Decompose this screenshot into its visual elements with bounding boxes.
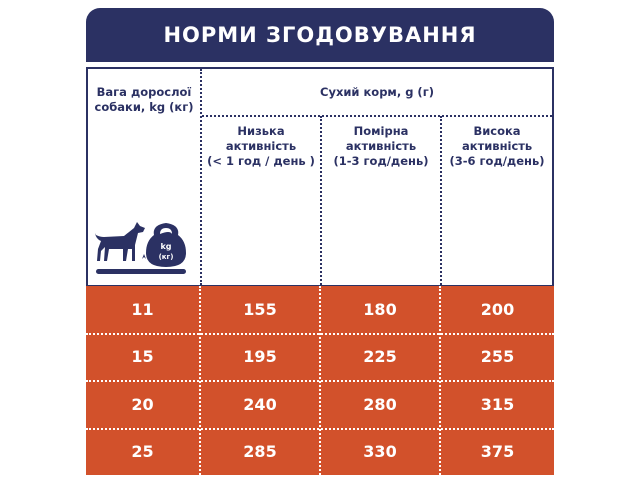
- moderate-cell: 280: [363, 395, 397, 414]
- high-cell: 315: [480, 395, 515, 414]
- feeding-table-body: [86, 286, 554, 475]
- divider: [202, 115, 552, 117]
- column-name: Висока активність: [462, 124, 533, 153]
- low-cell: 285: [243, 442, 277, 461]
- moderate-cell: 180: [363, 300, 397, 319]
- high-cell: 375: [480, 442, 515, 461]
- moderate-cell: 330: [363, 442, 397, 461]
- low-cell: 240: [243, 395, 277, 414]
- weight-header: Вага дорослої собаки, kg (кг): [94, 85, 194, 114]
- low-cell: 155: [243, 300, 277, 319]
- weight-cell: 15: [131, 347, 154, 366]
- column-detail: (1-3 год/день): [333, 154, 429, 168]
- column-header-low: [202, 124, 320, 169]
- page-title: НОРМИ ЗГОДОВУВАННЯ: [86, 8, 554, 62]
- food-header: Сухий корм, g (г): [320, 85, 434, 99]
- column-header-high: [442, 124, 552, 169]
- column-name: Помірна активність: [345, 124, 417, 153]
- high-cell: 200: [480, 300, 515, 319]
- svg-text:kg: kg: [160, 242, 172, 251]
- weight-cell: 20: [131, 395, 154, 414]
- dog-kettlebell-icon: [92, 213, 196, 277]
- high-cell: 255: [480, 347, 515, 366]
- weight-cell: 25: [131, 442, 154, 461]
- table-header: [86, 67, 554, 288]
- low-cell: 195: [243, 347, 277, 366]
- svg-text:(кг): (кг): [158, 253, 174, 261]
- moderate-cell: 225: [363, 347, 397, 366]
- weight-cell: 11: [131, 300, 154, 319]
- column-name: Низька активність: [225, 124, 297, 153]
- column-detail: (3-6 год/день): [449, 154, 545, 168]
- column-header-moderate: [322, 124, 440, 169]
- divider: [200, 69, 202, 285]
- column-detail: (< 1 год / день ): [207, 154, 315, 168]
